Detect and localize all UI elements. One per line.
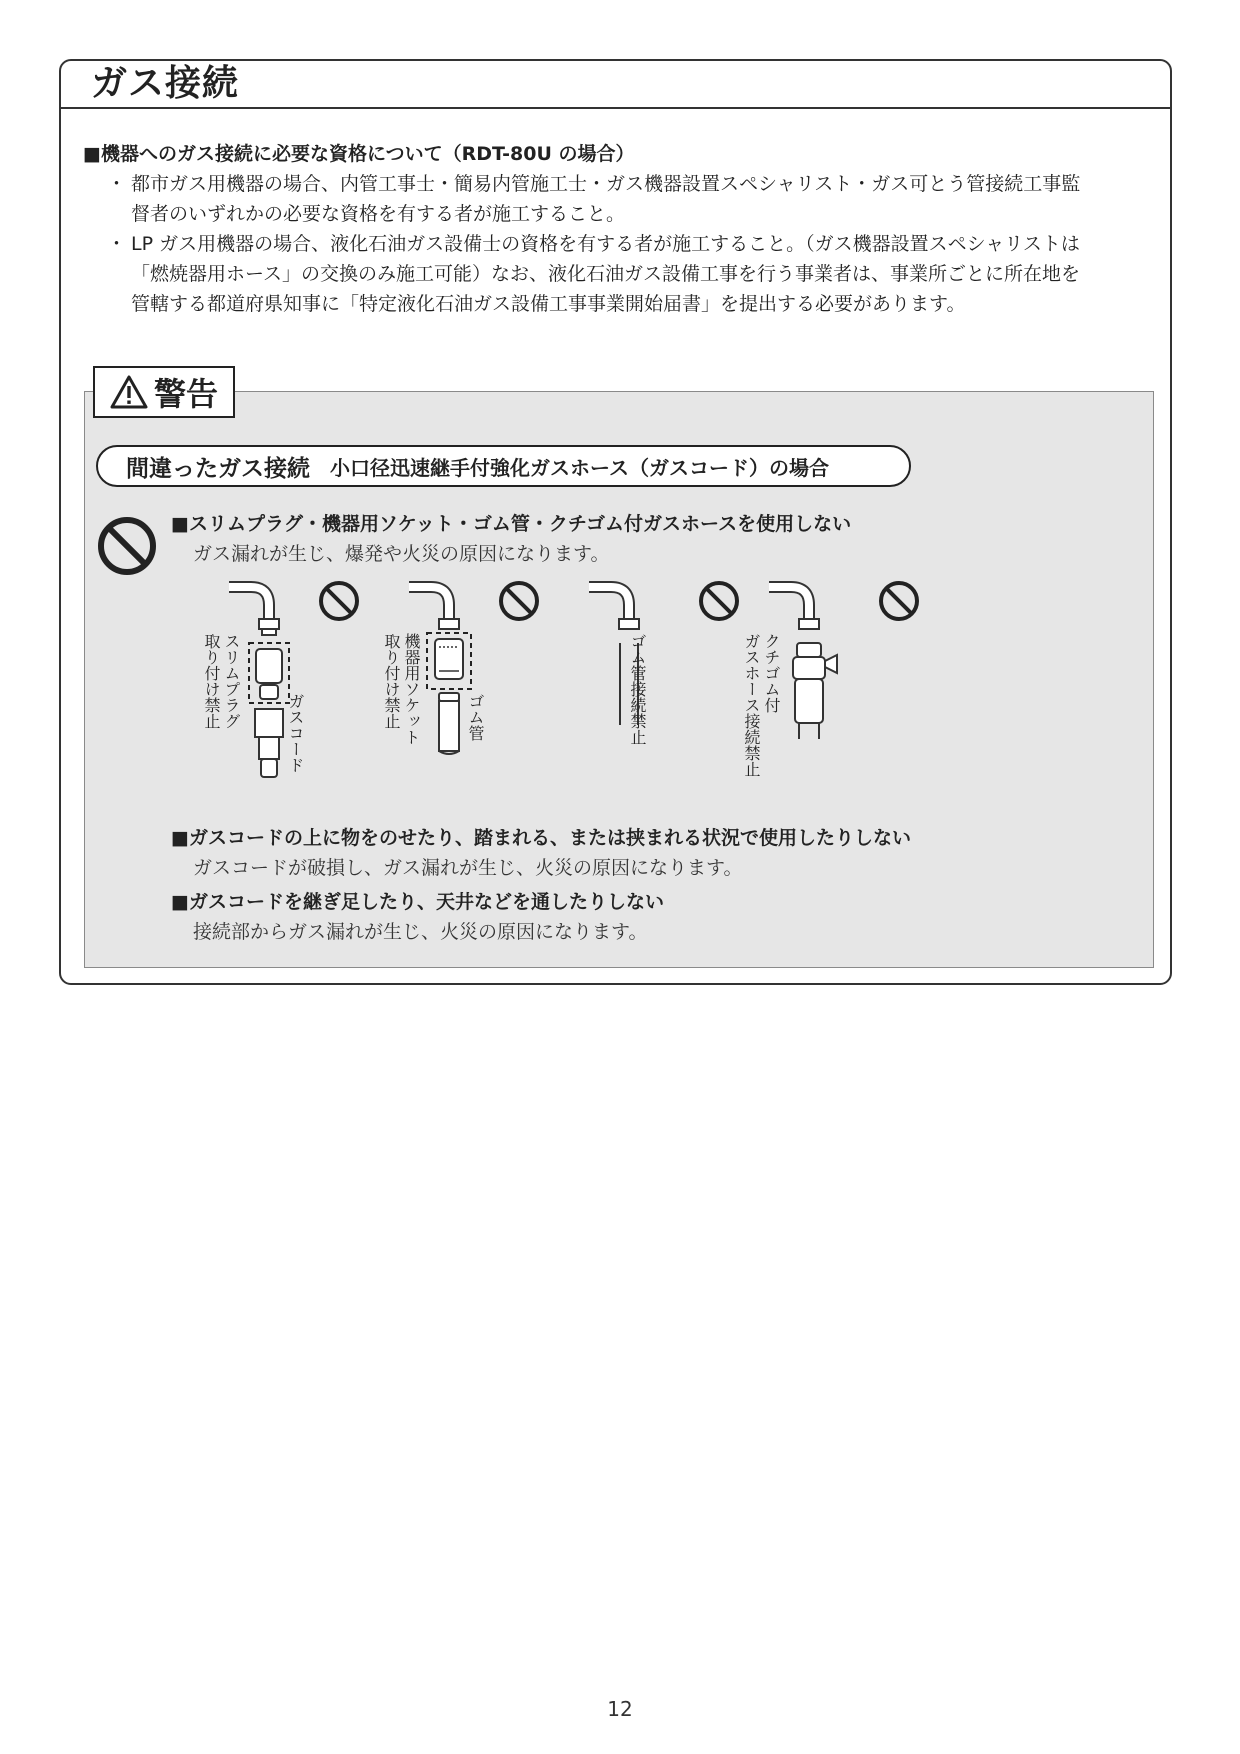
prohibition-icon	[877, 579, 921, 623]
diagram-label: スリムプラグ	[222, 633, 241, 729]
bullet-marker: ・	[107, 233, 127, 255]
item1-heading: ■スリムプラグ・機器用ソケット・ゴム管・クチゴム付ガスホースを使用しない	[171, 513, 852, 535]
bullet-line: 都市ガス用機器の場合、内管工事士・簡易内管施工士・ガス機器設置スペシャリスト・ガス可とう管接続工事監	[131, 173, 1081, 195]
item3-heading: ■ガスコードを継ぎ足したり、天井などを通したりしない	[171, 891, 664, 913]
wrong-connection-title: 間違ったガス接続	[126, 455, 310, 482]
qualification-heading: ■機器へのガス接続に必要な資格について（RDT-80U の場合）	[83, 143, 635, 165]
warning-label	[93, 366, 235, 418]
title-rule	[61, 107, 1170, 109]
item2-heading: ■ガスコードの上に物をのせたり、踏まれる、または挟まれる状況で使用したりしない	[171, 827, 911, 849]
page-number: 12	[607, 1697, 633, 1721]
diagram-label: ガスホース接続禁止	[742, 633, 761, 777]
qualification-bullet-lp-gas	[83, 229, 1153, 319]
bullet-line: LP ガス用機器の場合、液化石油ガス設備士の資格を有する者が施工すること。（ガス機器設置スペシャリストは	[131, 233, 1080, 255]
bullet-line: 「燃焼器用ホース」の交換のみ施工可能）なお、液化石油ガス設備工事を行う事業者は、事業所ごとに所在地を	[131, 263, 1081, 285]
diagram-label: 取り付け禁止	[202, 633, 221, 729]
prohibition-icon	[97, 516, 157, 576]
bullet-line: 督者のいずれかの必要な資格を有する者が施工すること。	[131, 203, 626, 225]
warning-triangle-icon	[110, 375, 148, 409]
bullet-marker: ・	[107, 173, 127, 195]
item2-description: ガスコードが破損し、ガス漏れが生じ、火災の原因になります。	[193, 857, 743, 879]
prohibition-icon	[697, 579, 741, 623]
diagram-label: ゴム管接続禁止	[628, 633, 647, 745]
diagram-label: ゴム管	[466, 693, 485, 741]
page-title: ガス接続	[91, 63, 240, 104]
bullet-line: 管轄する都道府県知事に「特定液化石油ガス設備工事事業開始届書」を提出する必要があります。	[131, 293, 966, 315]
content-frame	[59, 59, 1172, 985]
item3-description: 接続部からガス漏れが生じ、火災の原因になります。	[193, 921, 648, 943]
diagram-label: クチゴム付	[762, 633, 781, 713]
wrong-connection-subtitle: 小口径迅速継手付強化ガスホース（ガスコード）の場合	[330, 455, 829, 480]
item1-description: ガス漏れが生じ、爆発や火災の原因になります。	[193, 543, 610, 565]
qualification-section	[83, 139, 1153, 319]
prohibition-icon	[317, 579, 361, 623]
diagram-label: 機器用ソケット	[402, 633, 421, 745]
wrong-connection-banner	[96, 445, 911, 487]
diagram-label: ガスコード	[286, 693, 305, 773]
diagram-rubber-hose	[589, 581, 709, 741]
diagram-label: 取り付け禁止	[382, 633, 401, 729]
prohibition-icon	[497, 579, 541, 623]
qualification-bullet-city-gas	[83, 169, 1153, 229]
warning-label-text: 警告	[153, 375, 218, 413]
